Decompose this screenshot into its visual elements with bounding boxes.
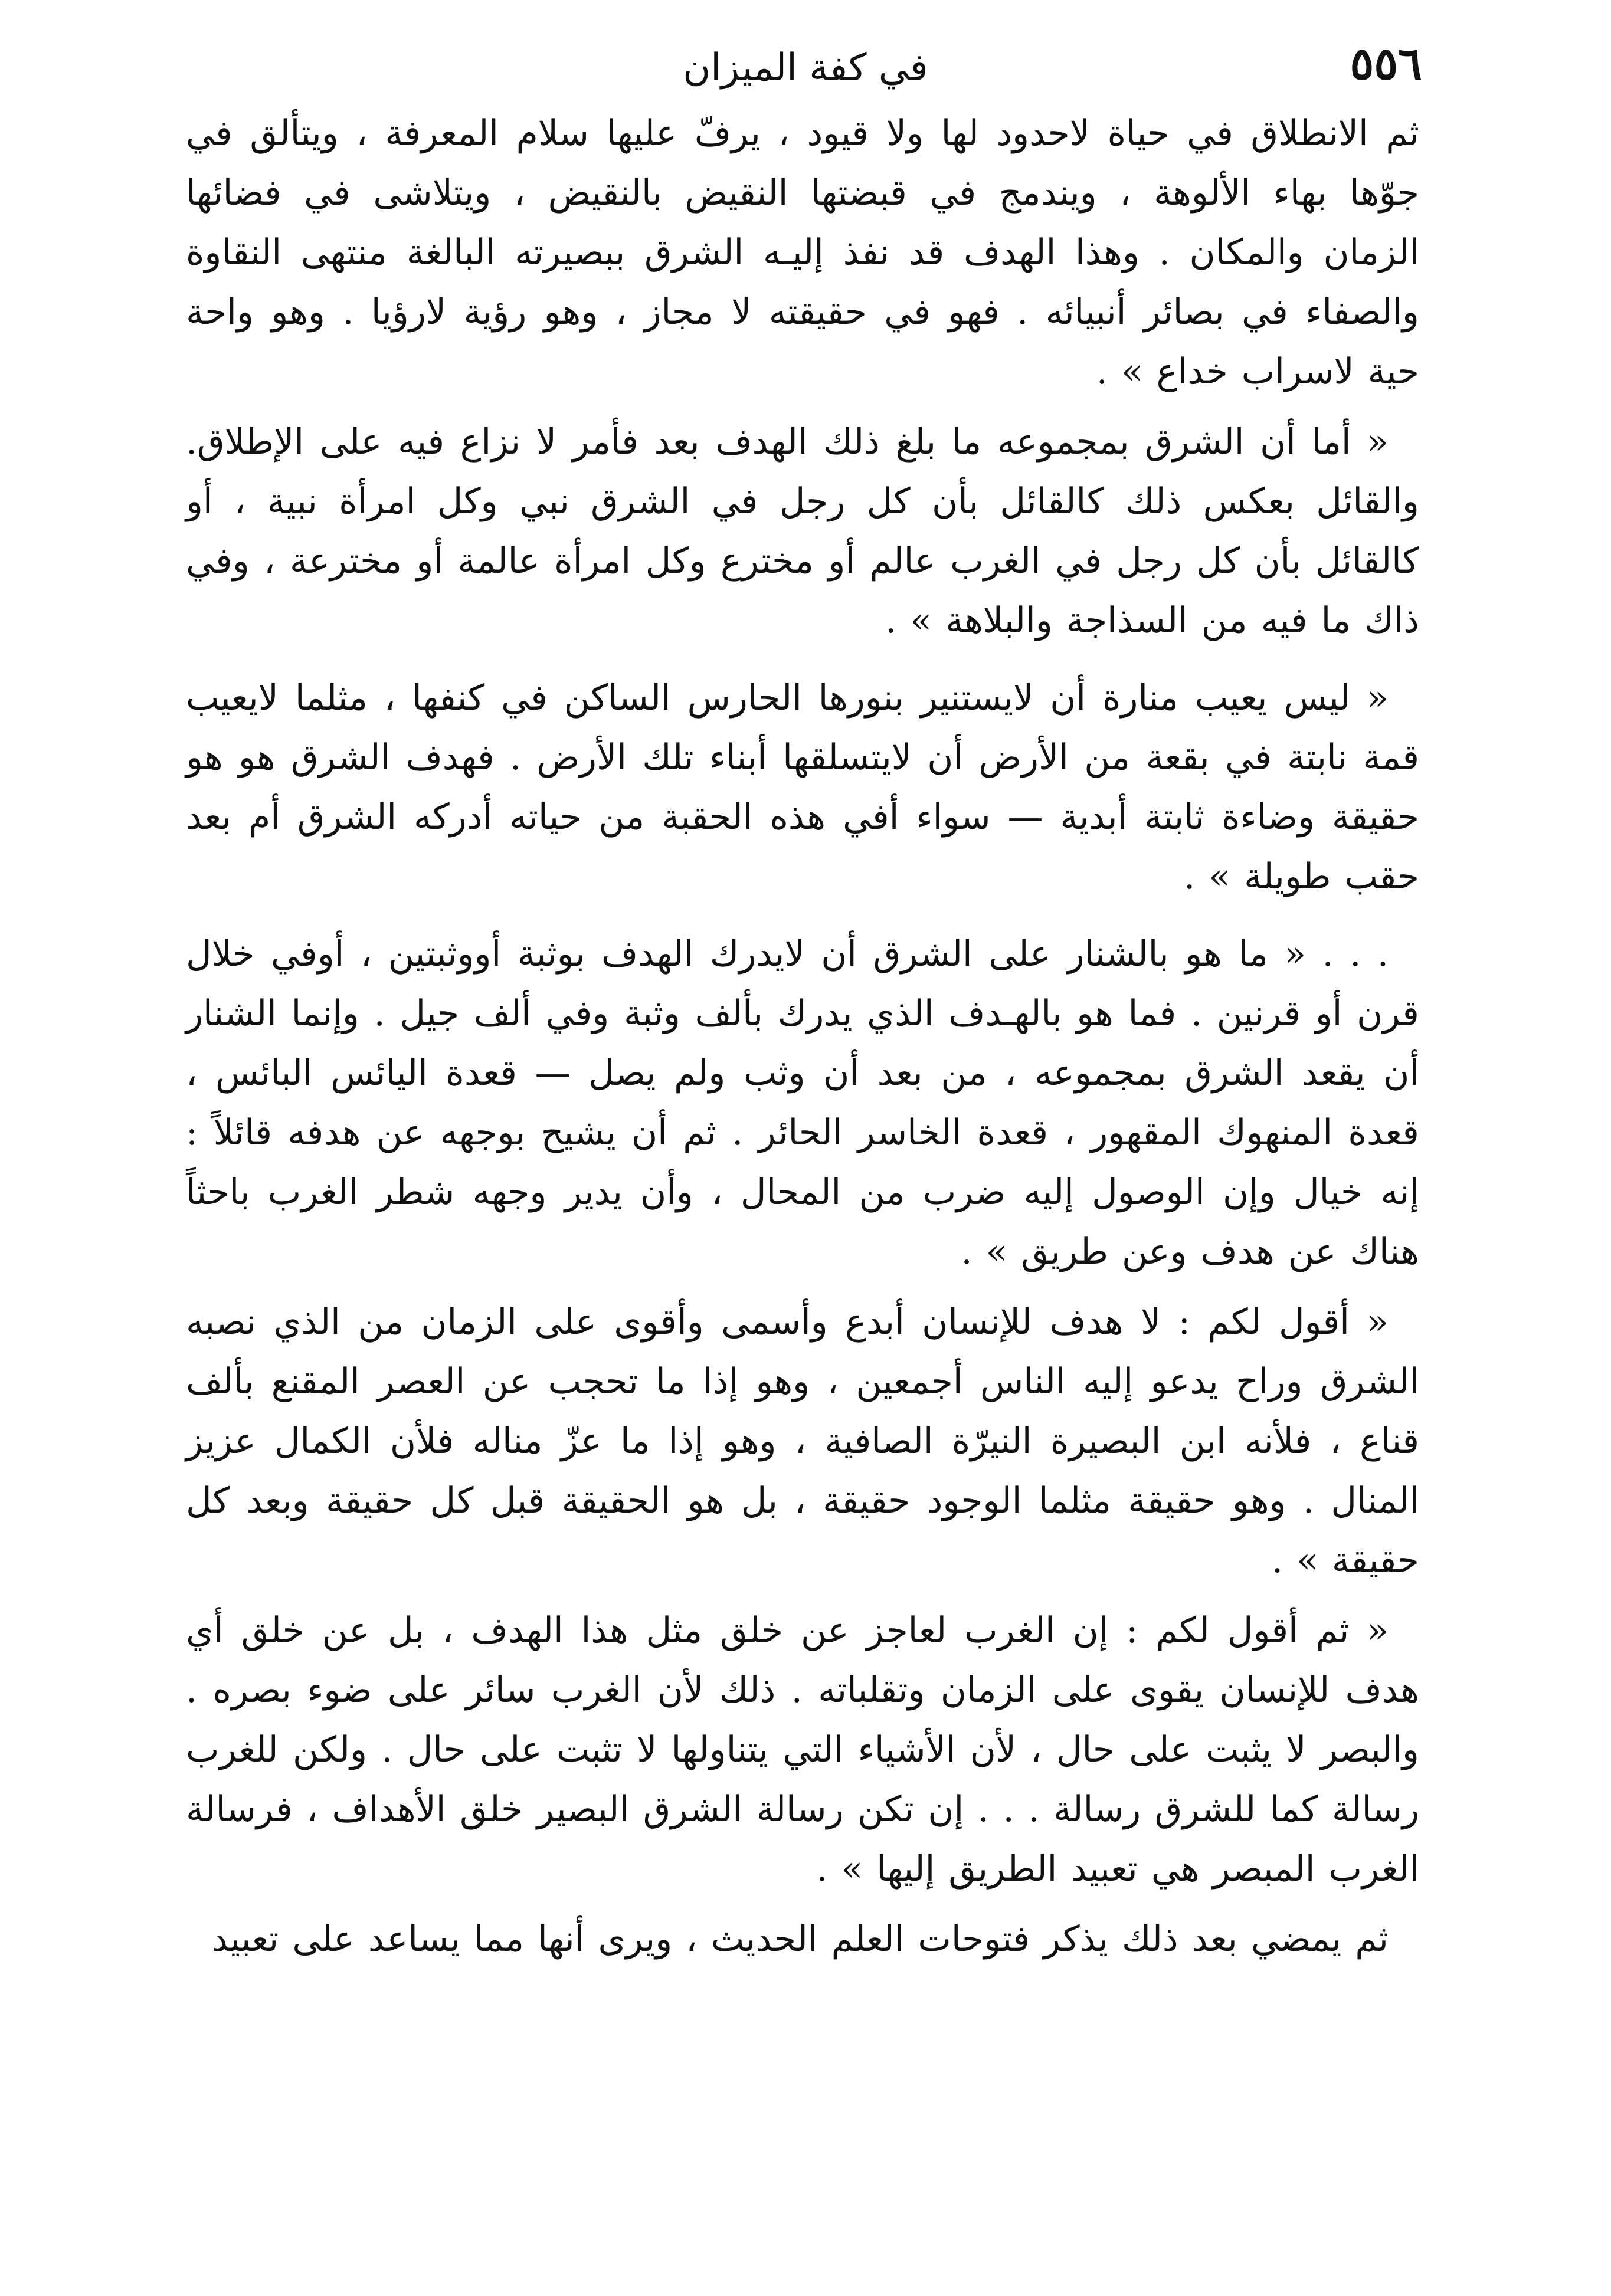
paragraph-4: . . . « ما هو بالشنار على الشرق أن لايدرك الهدف بوثبة أووثبتين ، أوفي خلال قرن أو قرنين . فما هو بالهـدف الذي يدرك بألف وثبة وفي ألف جيل . وإنما الشنار أن يقعد الشرق بمجموعه ، من بعد أن وثب ولم يصل — قعدة اليائس البائس ، قعدة المنهوك المقهور ، قعدة الخاسر الحائر . ثم أن يشيح بوجهه عن هدفه قائلاً : إنه خيال وإن الوصول إليه ضرب من المحال ، وأن يدير وجهه شطر الغرب باحثاً هناك عن هدف وعن طريق » . [186, 933, 1419, 1272]
paragraph-7: ثم يمضي بعد ذلك يذكر فتوحات العلم الحديث ، ويرى أنها مما يساعد على تعبيد [211, 1918, 1389, 1960]
paragraph-6: « ثم أقول لكم : إن الغرب لعاجز عن خلق مثل هذا الهدف ، بل عن خلق أي هدف للإنسان يقوى على الزمان وتقلباته . ذلك لأن الغرب سائر على ضوء بصره . والبصر لا يثبت على حال ، لأن الأشياء التي يتناولها لا تثبت على حال . ولكن للغرب رسالة كما للشرق رسالة . . . إن تكن رسالة الشرق البصير خلق الأهداف ، فرسالة الغرب المبصر هي تعبيد الطريق إليها » . [186, 1610, 1419, 1890]
page-header [189, 35, 1422, 100]
paragraph-5: « أقول لكم : لا هدف للإنسان أبدع وأسمى وأقوى على الزمان من الذي نصبه الشرق وراح يدعو إليه الناس أجمعين ، وهو إذا ما تحجب عن العصر المقنع بألف قناع ، فلأنه ابن البصيرة النيرّة الصافية ، وهو إذا ما عزّ مناله فلأن الكمال عزيز المنال . وهو حقيقة مثلما الوجود حقيقة ، بل هو الحقيقة قبل كل حقيقة وبعد كل حقيقة » . [186, 1301, 1419, 1581]
page-number: ٥٥٦ [1350, 37, 1422, 90]
running-title: في كفة الميزان [683, 46, 928, 90]
page-body [186, 104, 1419, 2261]
paragraph-1: ثم الانطلاق في حياة لاحدود لها ولا قيود ، يرفّ عليها سلام المعرفة ، ويتألق في جوّها بهاء الألوهة ، ويندمج في قبضتها النقيض بالنقيض ، ويتلاشى في فضائها الزمان والمكان . وهذا الهدف قد نفذ إليـه الشرق ببصيرته البالغة منتهى النقاوة والصفاء في بصائر أنبيائه . فهو في حقيقته لا مجاز ، وهو رؤية لارؤيا . وهو واحة حية لاسراب خداع » . [186, 113, 1419, 392]
paragraph-3: « ليس يعيب منارة أن لايستنير بنورها الحارس الساكن في كنفها ، مثلما لايعيب قمة نابتة في بقعة من الأرض أن لايتسلقها أبناء تلك الأرض . فهدف الشرق هو هو حقيقة وضاءة ثابتة أبدية — سواء أفي هذه الحقبة من حياته أدركه الشرق أم بعد حقب طويلة » . [186, 677, 1419, 897]
paragraph-2: « أما أن الشرق بمجموعه ما بلغ ذلك الهدف بعد فأمر لا نزاع فيه على الإطلاق. والقائل بعكس ذلك كالقائل بأن كل رجل في الشرق نبي وكل امرأة نبية ، أو كالقائل بأن كل رجل في الغرب عالم أو مخترع وكل امرأة عالمة أو مخترعة ، وفي ذاك ما فيه من السذاجة والبلاهة » . [186, 421, 1419, 641]
